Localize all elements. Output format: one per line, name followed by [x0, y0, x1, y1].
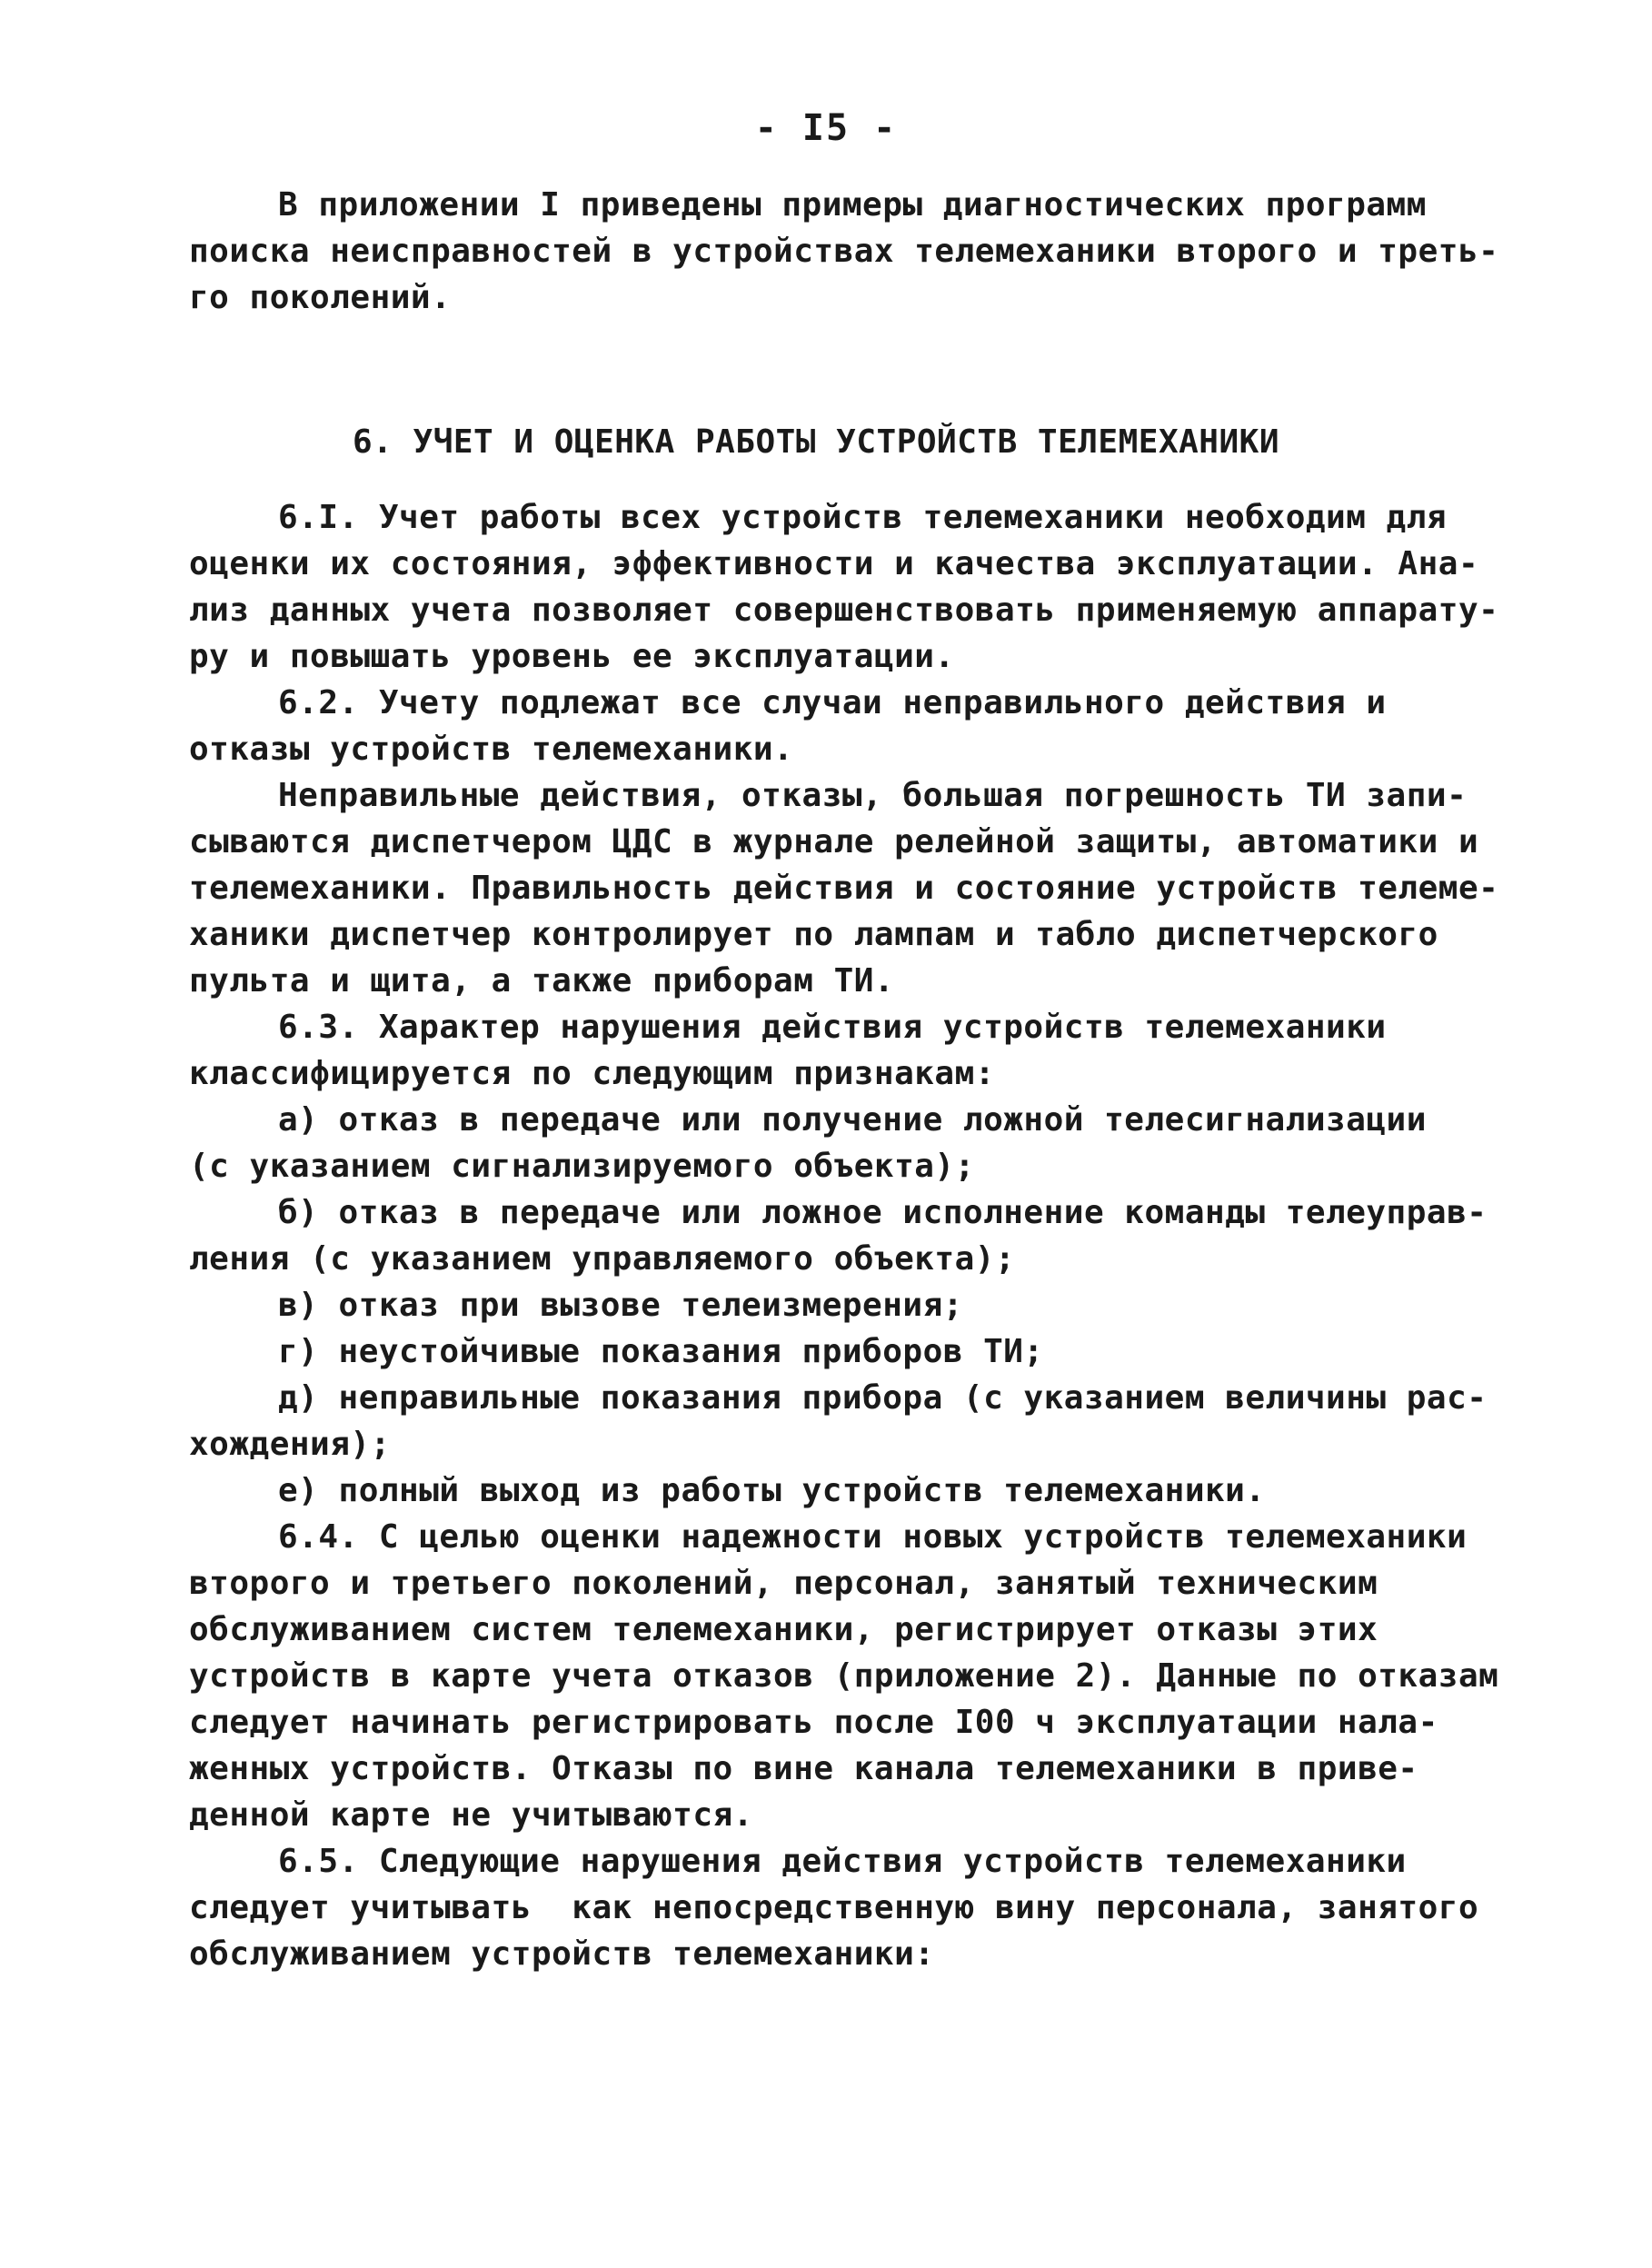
text-line: в) отказ при вызове телеизмерения;: [278, 1287, 963, 1324]
section-heading: 6. УЧЕТ И ОЦЕНКА РАБОТЫ УСТРОЙСТВ ТЕЛЕМЕХАНИКИ: [353, 423, 1279, 461]
intro-line: го поколений.: [189, 279, 452, 316]
text-line: сываются диспетчером ЦДС в журнале релейной защиты, автоматики и: [189, 823, 1479, 860]
text-line: классифицируется по следующим признакам:: [189, 1055, 995, 1092]
text-line: хождения);: [189, 1426, 391, 1463]
text-line: Неправильные действия, отказы, большая погрешность ТИ запи-: [278, 777, 1468, 814]
text-line: обслуживанием устройств телемеханики:: [189, 1935, 935, 1973]
text-line: ру и повышать уровень ее эксплуатации.: [189, 638, 955, 675]
text-line: женных устройств. Отказы по вине канала телемеханики в приве-: [189, 1750, 1418, 1787]
spacer: [189, 321, 1443, 419]
text-line: следует начинать регистрировать после I00 ч эксплуатации нала-: [189, 1704, 1438, 1741]
text-line: 6.I. Учет работы всех устройств телемеханики необходим для: [278, 499, 1448, 536]
text-line: д) неправильные показания прибора (с указанием величины рас-: [278, 1379, 1488, 1417]
text-line: а) отказ в передаче или получение ложной телесигнализации: [278, 1101, 1427, 1139]
text-line: 6.2. Учету подлежат все случаи неправильного действия и: [278, 684, 1387, 721]
text-line: г) неустойчивые показания приборов ТИ;: [278, 1333, 1044, 1370]
text-line: пульта и щита, а также приборам ТИ.: [189, 962, 895, 1000]
intro-line: поиска неисправностей в устройствах телемеханики второго и треть-: [189, 233, 1499, 270]
text-line: обслуживанием систем телемеханики, регистрирует отказы этих: [189, 1611, 1378, 1648]
text-line: б) отказ в передаче или ложное исполнение команды телеуправ-: [278, 1194, 1488, 1231]
text-line: ханики диспетчер контролирует по лампам и табло диспетчерского: [189, 916, 1438, 953]
text-line: 6.4. С целью оценки надежности новых устройств телемеханики: [278, 1518, 1468, 1556]
text-line: денной карте не учитываются.: [189, 1796, 753, 1834]
text-line: отказы устройств телемеханики.: [189, 731, 794, 768]
text-line: 6.5. Следующие нарушения действия устройств телемеханики: [278, 1843, 1407, 1880]
text-line: лиз данных учета позволяет совершенствовать применяемую аппарату-: [189, 592, 1499, 629]
spacer: [189, 465, 1443, 494]
section-body: [189, 494, 1499, 1977]
document-body: [189, 182, 1499, 1977]
text-line: устройств в карте учета отказов (приложение 2). Данные по отказам: [189, 1657, 1499, 1695]
text-line: 6.3. Характер нарушения действия устройств телемеханики: [278, 1009, 1387, 1046]
page-number: - I5 -: [754, 107, 898, 149]
text-line: телемеханики. Правильность действия и состояние устройств телеме-: [189, 870, 1499, 907]
intro-line: В приложении I приведены примеры диагностических программ: [278, 186, 1427, 224]
text-line: ления (с указанием управляемого объекта);: [189, 1240, 1016, 1278]
text-line: (с указанием сигнализируемого объекта);: [189, 1148, 975, 1185]
text-line: оценки их состояния, эффективности и качества эксплуатации. Ана-: [189, 545, 1479, 582]
text-line: следует учитывать как непосредственную вину персонала, занятого: [189, 1889, 1479, 1926]
text-line: е) полный выход из работы устройств телемеханики.: [278, 1472, 1266, 1509]
text-line: второго и третьего поколений, персонал, занятый техническим: [189, 1565, 1378, 1602]
